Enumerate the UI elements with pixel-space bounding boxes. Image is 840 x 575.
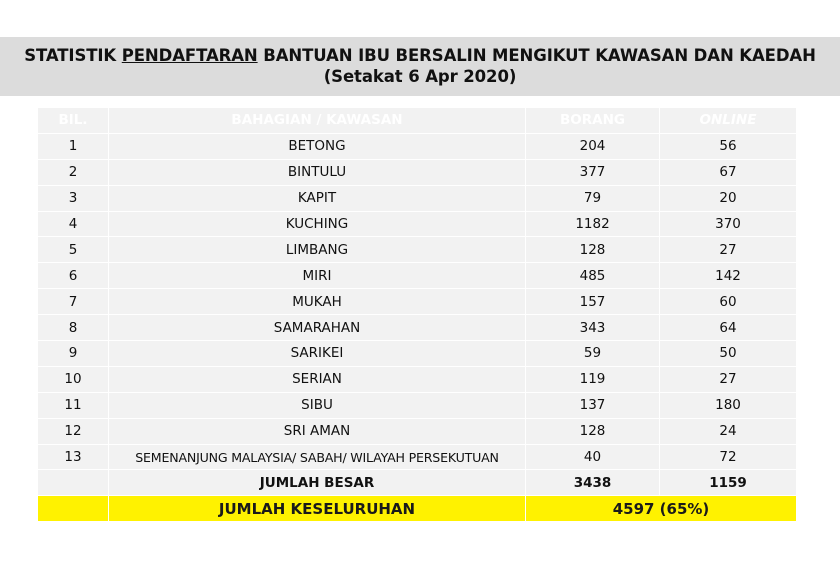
title-banner [0,37,840,96]
grand-total-value: 4597 (65%) [526,496,796,521]
row-bil: 2 [38,160,108,185]
table-row [38,315,796,340]
row-area: KAPIT [109,186,525,211]
row-bil: 12 [38,419,108,444]
row-online: 370 [660,212,796,237]
header-online: ONLINE [660,108,796,133]
row-area: KUCHING [109,212,525,237]
page-title [0,45,840,66]
row-online: 60 [660,289,796,314]
row-online: 24 [660,419,796,444]
total-borang: 3438 [526,470,659,495]
row-area: BETONG [109,134,525,159]
header-bil: BIL. [38,108,108,133]
row-area: SRI AMAN [109,419,525,444]
row-online: 180 [660,393,796,418]
total-label: JUMLAH BESAR [109,470,525,495]
row-area: MUKAH [109,289,525,314]
row-bil: 7 [38,289,108,314]
statistics-table [37,107,797,522]
row-area: BINTULU [109,160,525,185]
row-borang: 485 [526,263,659,288]
table-row [38,393,796,418]
row-online: 27 [660,367,796,392]
row-borang: 1182 [526,212,659,237]
table-row [38,263,796,288]
grand-total-bil-cell [38,496,108,521]
row-area: SARIKEI [109,341,525,366]
row-borang: 59 [526,341,659,366]
total-row [38,470,796,495]
table-row [38,289,796,314]
table-row [38,134,796,159]
row-area: SEMENANJUNG MALAYSIA/ SABAH/ WILAYAH PERSEKUTUAN [109,445,525,470]
header-borang: BORANG [526,108,659,133]
table-body [38,134,796,470]
row-borang: 128 [526,237,659,262]
row-online: 72 [660,445,796,470]
page-subtitle: (Setakat 6 Apr 2020) [323,67,517,86]
table-row [38,160,796,185]
title-suffix: BANTUAN IBU BERSALIN MENGIKUT KAWASAN DAN KAEDAH [257,46,816,65]
row-online: 56 [660,134,796,159]
table-row [38,341,796,366]
row-online: 67 [660,160,796,185]
total-online: 1159 [660,470,796,495]
row-online: 64 [660,315,796,340]
table-row [38,367,796,392]
row-bil: 4 [38,212,108,237]
row-borang: 128 [526,419,659,444]
table-row [38,212,796,237]
row-area: SAMARAHAN [109,315,525,340]
table-header-row [38,108,796,133]
title-prefix: STATISTIK [24,46,122,65]
row-borang: 40 [526,445,659,470]
row-bil: 10 [38,367,108,392]
table-row [38,445,796,470]
row-bil: 1 [38,134,108,159]
table-row [38,419,796,444]
row-bil: 9 [38,341,108,366]
header-area: BAHAGIAN / KAWASAN [109,108,525,133]
table-row [38,186,796,211]
row-area: SERIAN [109,367,525,392]
row-bil: 11 [38,393,108,418]
row-borang: 157 [526,289,659,314]
row-bil: 13 [38,445,108,470]
row-borang: 377 [526,160,659,185]
row-borang: 119 [526,367,659,392]
grand-total-label: JUMLAH KESELURUHAN [109,496,525,521]
table-row [38,237,796,262]
row-area: MIRI [109,263,525,288]
row-online: 50 [660,341,796,366]
row-borang: 204 [526,134,659,159]
row-borang: 79 [526,186,659,211]
row-bil: 8 [38,315,108,340]
title-underlined-word: PENDAFTARAN [121,46,258,65]
row-area: LIMBANG [109,237,525,262]
row-borang: 137 [526,393,659,418]
row-area: SIBU [109,393,525,418]
row-online: 142 [660,263,796,288]
total-bil-cell [38,470,108,495]
row-bil: 6 [38,263,108,288]
row-online: 20 [660,186,796,211]
row-bil: 3 [38,186,108,211]
row-bil: 5 [38,237,108,262]
row-borang: 343 [526,315,659,340]
row-online: 27 [660,237,796,262]
grand-total-row [38,496,796,521]
